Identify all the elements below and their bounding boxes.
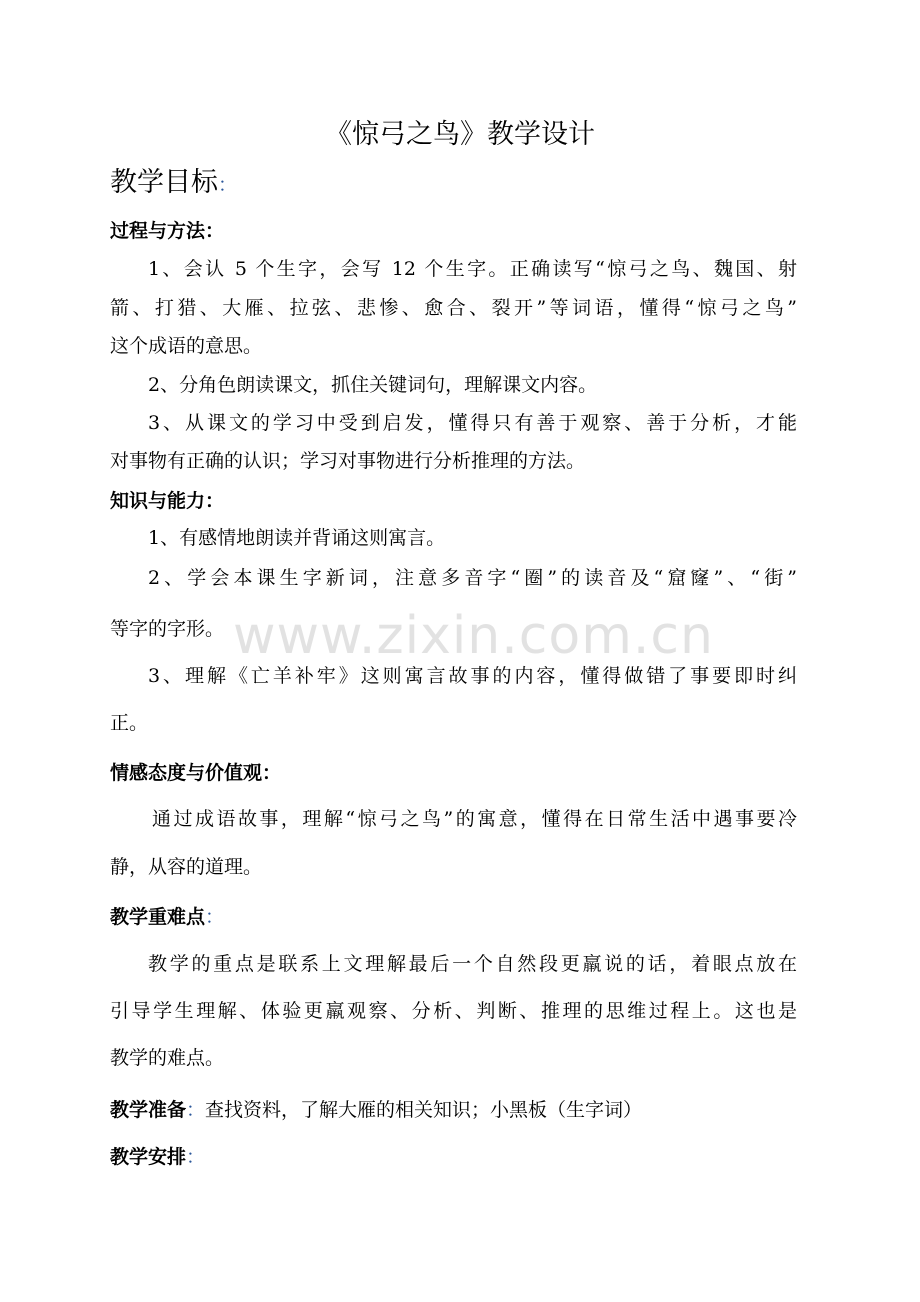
heading-colon: ： (205, 906, 225, 928)
preparation-line (110, 1098, 642, 1122)
objectives-heading (110, 166, 237, 202)
knowledge-item-2-line-1: 2、学会本课生字新词，注意多音字“圈”的读音及“窟窿”、“街” (148, 567, 797, 589)
key-points-line-2: 引导学生理解、体验更羸观察、分析、判断、推理的思维过程上。这也是 (110, 1000, 797, 1022)
process-item-1-line-1: 1、会认 5 个生字，会写 12 个生字。正确读写“惊弓之鸟、魏国、射 (148, 258, 797, 280)
preparation-heading: 教学准备 (110, 1099, 187, 1121)
arrangement-heading-text: 教学安排 (110, 1146, 187, 1168)
key-points-heading-text: 教学重难点 (110, 906, 206, 928)
objectives-heading-text: 教学目标 (110, 167, 218, 198)
knowledge-heading: 知识与能力： (110, 490, 225, 512)
preparation-text: 查找资料，了解大雁的相关知识；小黑板（生字词） (205, 1099, 643, 1121)
key-points-line-1: 教学的重点是联系上文理解最后一个自然段更羸说的话，着眼点放在 (148, 953, 797, 975)
key-points-line-3: 教学的难点。 (110, 1047, 225, 1069)
knowledge-item-3-line-1: 3、理解《亡羊补牢》这则寓言故事的内容，懂得做错了事要即时纠 (148, 665, 797, 687)
process-item-3-line-2: 对事物有正确的认识；学习对事物进行分析推理的方法。 (110, 450, 586, 472)
watermark: www.zixin.com.cn (233, 606, 714, 666)
emotion-line-1: 通过成语故事，理解“惊弓之鸟”的寓意，懂得在日常生活中遇事要冷 (152, 808, 797, 830)
heading-colon: ： (186, 1099, 206, 1121)
emotion-heading: 情感态度与价值观： (110, 762, 282, 784)
knowledge-item-3-line-2: 正。 (110, 712, 149, 734)
process-item-3-line-1: 3、从课文的学习中受到启发，懂得只有善于观察、善于分析，才能 (148, 412, 797, 434)
process-heading: 过程与方法： (110, 220, 225, 242)
arrangement-heading (110, 1145, 205, 1169)
heading-colon: ： (186, 1146, 206, 1168)
knowledge-item-2-line-2: 等字的字形。 (110, 618, 225, 640)
process-item-1-line-3: 这个成语的意思。 (110, 335, 263, 357)
key-points-heading (110, 905, 224, 929)
process-item-1-line-2: 箭、打猎、大雁、拉弦、悲惨、愈合、裂开”等词语，懂得“惊弓之鸟” (110, 297, 797, 319)
emotion-line-2: 静，从容的道理。 (110, 856, 263, 878)
document-title: 《惊弓之鸟》教学设计 (325, 119, 595, 150)
heading-colon: ： (218, 174, 238, 196)
knowledge-item-1: 1、有感情地朗读并背诵这则寓言。 (148, 527, 446, 549)
process-item-2: 2、分角色朗读课文，抓住关键词句，理解课文内容。 (148, 374, 598, 396)
